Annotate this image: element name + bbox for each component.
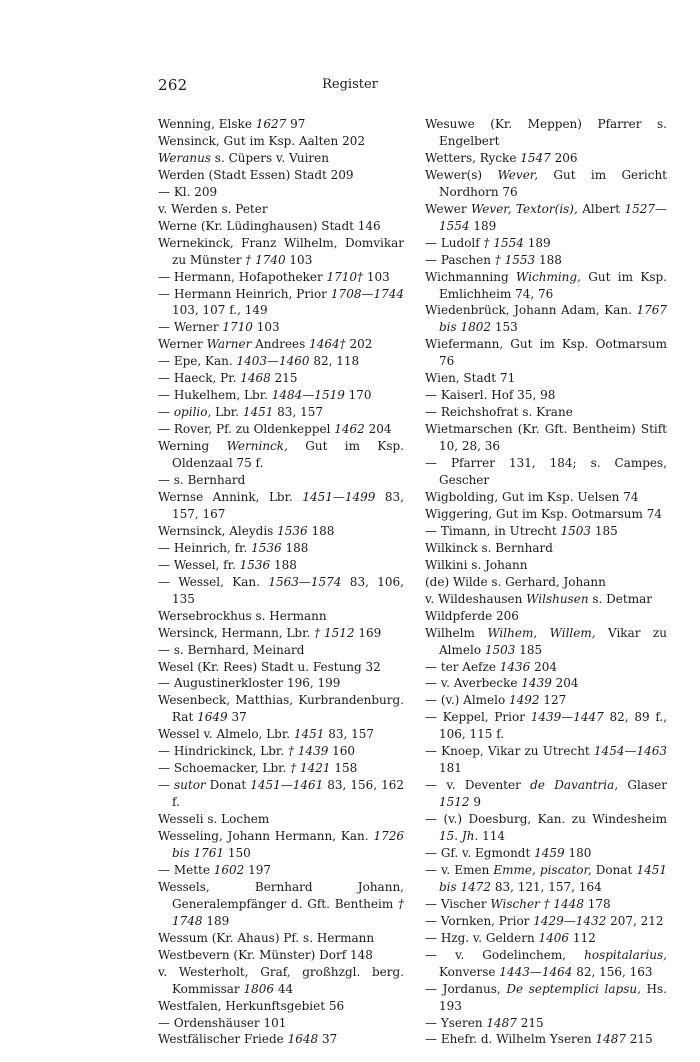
index-entry: — (v.) Almelo 1492 127	[425, 693, 567, 708]
index-entry: — v. Averbecke 1439 204	[425, 676, 579, 691]
index-entry: Wilhelm Wilhem, Willem, Vikar zu Almelo 1503 185	[425, 625, 667, 657]
index-entry: — Mette 1602 197	[158, 862, 272, 877]
index-entry: Wien, Stadt 71	[425, 371, 516, 386]
index-entry: — Paschen † 1553 188	[425, 252, 562, 267]
index-entry: — Heinrich, fr. 1536 188	[158, 540, 309, 555]
index-entry: — Schoemacker, Lbr. † 1421 158	[158, 761, 358, 776]
index-entry: — ter Aefze 1436 204	[425, 659, 558, 674]
index-entry: Wessels, Bernhard Johann, Generalempfänger d. Gft. Bentheim † 1748 189	[158, 879, 404, 928]
index-entry: — Ehefr. d. Wilhelm Yseren 1487 215	[425, 1032, 653, 1047]
index-entry: — Vornken, Prior 1429—1432 207, 212	[425, 913, 664, 928]
index-entry: — Timann, in Utrecht 1503 185	[425, 523, 618, 538]
index-column-right	[425, 116, 667, 1048]
index-entry: Wilkini s. Johann	[425, 557, 528, 572]
index-entry: — Reichshofrat s. Krane	[425, 405, 573, 420]
index-entry: Wildpferde 206	[425, 608, 519, 623]
index-entry: Wenning, Elske 1627 97	[158, 117, 306, 131]
index-entry: — Yseren 1487 215	[425, 1015, 544, 1030]
index-entry: Wiggering, Gut im Ksp. Ootmarsum 74	[425, 506, 662, 521]
index-entry: — Keppel, Prior 1439—1447 82, 89 f., 106, 115 f.	[425, 710, 667, 742]
index-entry: Weranus s. Cüpers v. Vuiren	[158, 150, 329, 165]
index-entry: — Ludolf † 1554 189	[425, 235, 551, 250]
index-entry: — Hukelhem, Lbr. 1484—1519 170	[158, 388, 372, 403]
index-entry: — Hzg. v. Geldern 1406 112	[425, 930, 596, 945]
index-entry: — Werner 1710 103	[158, 320, 280, 335]
index-entry: Wilkinck s. Bernhard	[425, 540, 553, 555]
index-entry: — sutor Donat 1451—1461 83, 156, 162 f.	[158, 778, 404, 810]
index-entry: — Kaiserl. Hof 35, 98	[425, 388, 556, 403]
index-entry: — Epe, Kan. 1403—1460 82, 118	[158, 354, 360, 369]
index-entry: Wesuwe (Kr. Meppen) Pfarrer s. Engelbert	[425, 117, 667, 148]
index-entry: Wesenbeck, Matthias, Kurbrandenburg. Rat 1649 37	[158, 693, 404, 725]
index-entry: Wernekinck, Franz Wilhelm, Domvikar zu Münster † 1740 103	[158, 235, 404, 267]
index-entry: Werden (Stadt Essen) Stadt 209	[158, 167, 354, 182]
index-entry: Wersebrockhus s. Hermann	[158, 608, 327, 623]
index-entry: — Rover, Pf. zu Oldenkeppel 1462 204	[158, 422, 392, 437]
index-entry: Wiefermann, Gut im Ksp. Ootmarsum 76	[425, 337, 667, 369]
index-entry: Werner Warner Andrees 1464† 202	[158, 337, 373, 352]
index-entry: Wesseli s. Lochem	[158, 812, 270, 827]
index-entry: — v. Godelinchem, hospitalarius, Konverse 1443—1464 82, 156, 163	[425, 947, 667, 979]
index-entry: Wessel v. Almelo, Lbr. 1451 83, 157	[158, 727, 375, 742]
index-entry: Wersinck, Hermann, Lbr. † 1512 169	[158, 625, 382, 640]
index-entry: — Hermann, Hofapotheker 1710† 103	[158, 269, 390, 284]
index-entry: Wesseling, Johann Hermann, Kan. 1726 bis 1761 150	[158, 829, 404, 860]
index-entry: Wensinck, Gut im Ksp. Aalten 202	[158, 133, 365, 148]
index-entry: Wernse Annink, Lbr. 1451—1499 83, 157, 167	[158, 489, 404, 521]
index-entry: — v. Deventer de Davantria, Glaser 1512 9	[425, 778, 668, 810]
index-entry: — Hindrickinck, Lbr. † 1439 160	[158, 744, 356, 759]
index-entry: Wigbolding, Gut im Ksp. Uelsen 74	[425, 489, 639, 504]
index-entry: Wesel (Kr. Rees) Stadt u. Festung 32	[158, 659, 381, 674]
index-entry: Wiedenbrück, Johann Adam, Kan. 1767 bis 1802 153	[425, 303, 667, 335]
index-entry: Werne (Kr. Lüdinghausen) Stadt 146	[158, 218, 381, 233]
index-entry: Wewer(s) Wever, Gut im Gericht Nordhorn 76	[425, 167, 667, 199]
index-entry: — Haeck, Pr. 1468 215	[158, 371, 298, 386]
index-entry: — Kl. 209	[158, 184, 218, 199]
index-entry: v. Westerholt, Graf, großhzgl. berg. Kommissar 1806 44	[158, 964, 404, 996]
index-entry: — Gf. v. Egmondt 1459 180	[425, 845, 592, 860]
index-entry: — Vischer Wischer † 1448 178	[425, 896, 611, 911]
index-entry: Werning Werninck, Gut im Ksp. Oldenzaal 75 f.	[158, 439, 404, 471]
index-entry: — v. Emen Emme, piscator, Donat 1451 bis 1472 83, 121, 157, 164	[425, 862, 667, 894]
index-column-left	[158, 116, 404, 1048]
index-entry: — Wessel, fr. 1536 188	[158, 557, 297, 572]
index-entry: v. Wildeshausen Wilshusen s. Detmar	[425, 591, 652, 606]
index-entry: Wetters, Rycke 1547 206	[425, 150, 578, 165]
index-entry: — Jordanus, De septemplici lapsu, Hs. 193	[425, 981, 667, 1013]
index-entry: — s. Bernhard, Meinard	[158, 642, 305, 657]
index-entry: — Hermann Heinrich, Prior 1708—1744 103, 107 f., 149	[158, 286, 404, 318]
page-number: 262	[158, 76, 188, 94]
index-entry: (de) Wilde s. Gerhard, Johann	[425, 574, 606, 589]
index-entry: — Pfarrer 131, 184; s. Campes, Gescher	[425, 456, 667, 488]
index-entry: — Wessel, Kan. 1563—1574 83, 106, 135	[158, 574, 404, 606]
index-entry: v. Werden s. Peter	[158, 201, 268, 216]
index-entry: — Augustinerkloster 196, 199	[158, 676, 341, 691]
index-entry: Westbevern (Kr. Münster) Dorf 148	[158, 947, 373, 962]
index-entry: — opilio, Lbr. 1451 83, 157	[158, 405, 323, 420]
index-entry: Wietmarschen (Kr. Gft. Bentheim) Stift 10, 28, 36	[425, 422, 667, 454]
index-entry: Westfalen, Herkunftsgebiet 56	[158, 998, 345, 1013]
index-entry: — (v.) Doesburg, Kan. zu Windesheim 15. Jh. 114	[425, 812, 667, 844]
running-head: Register	[322, 77, 378, 92]
index-entry: Wernsinck, Aleydis 1536 188	[158, 523, 335, 538]
index-entry: Westfälischer Friede 1648 37	[158, 1032, 338, 1047]
index-entry: — Ordenshäuser 101	[158, 1015, 287, 1030]
index-entry: — s. Bernhard	[158, 473, 246, 488]
index-entry: Wewer Wever, Textor(is), Albert 1527— 1554 189	[425, 201, 667, 233]
index-entry: — Knoep, Vikar zu Utrecht 1454—1463 181	[425, 744, 667, 776]
index-entry: Wichmanning Wichming, Gut im Ksp. Emlichheim 74, 76	[425, 269, 667, 301]
index-entry: Wessum (Kr. Ahaus) Pf. s. Hermann	[158, 930, 375, 945]
